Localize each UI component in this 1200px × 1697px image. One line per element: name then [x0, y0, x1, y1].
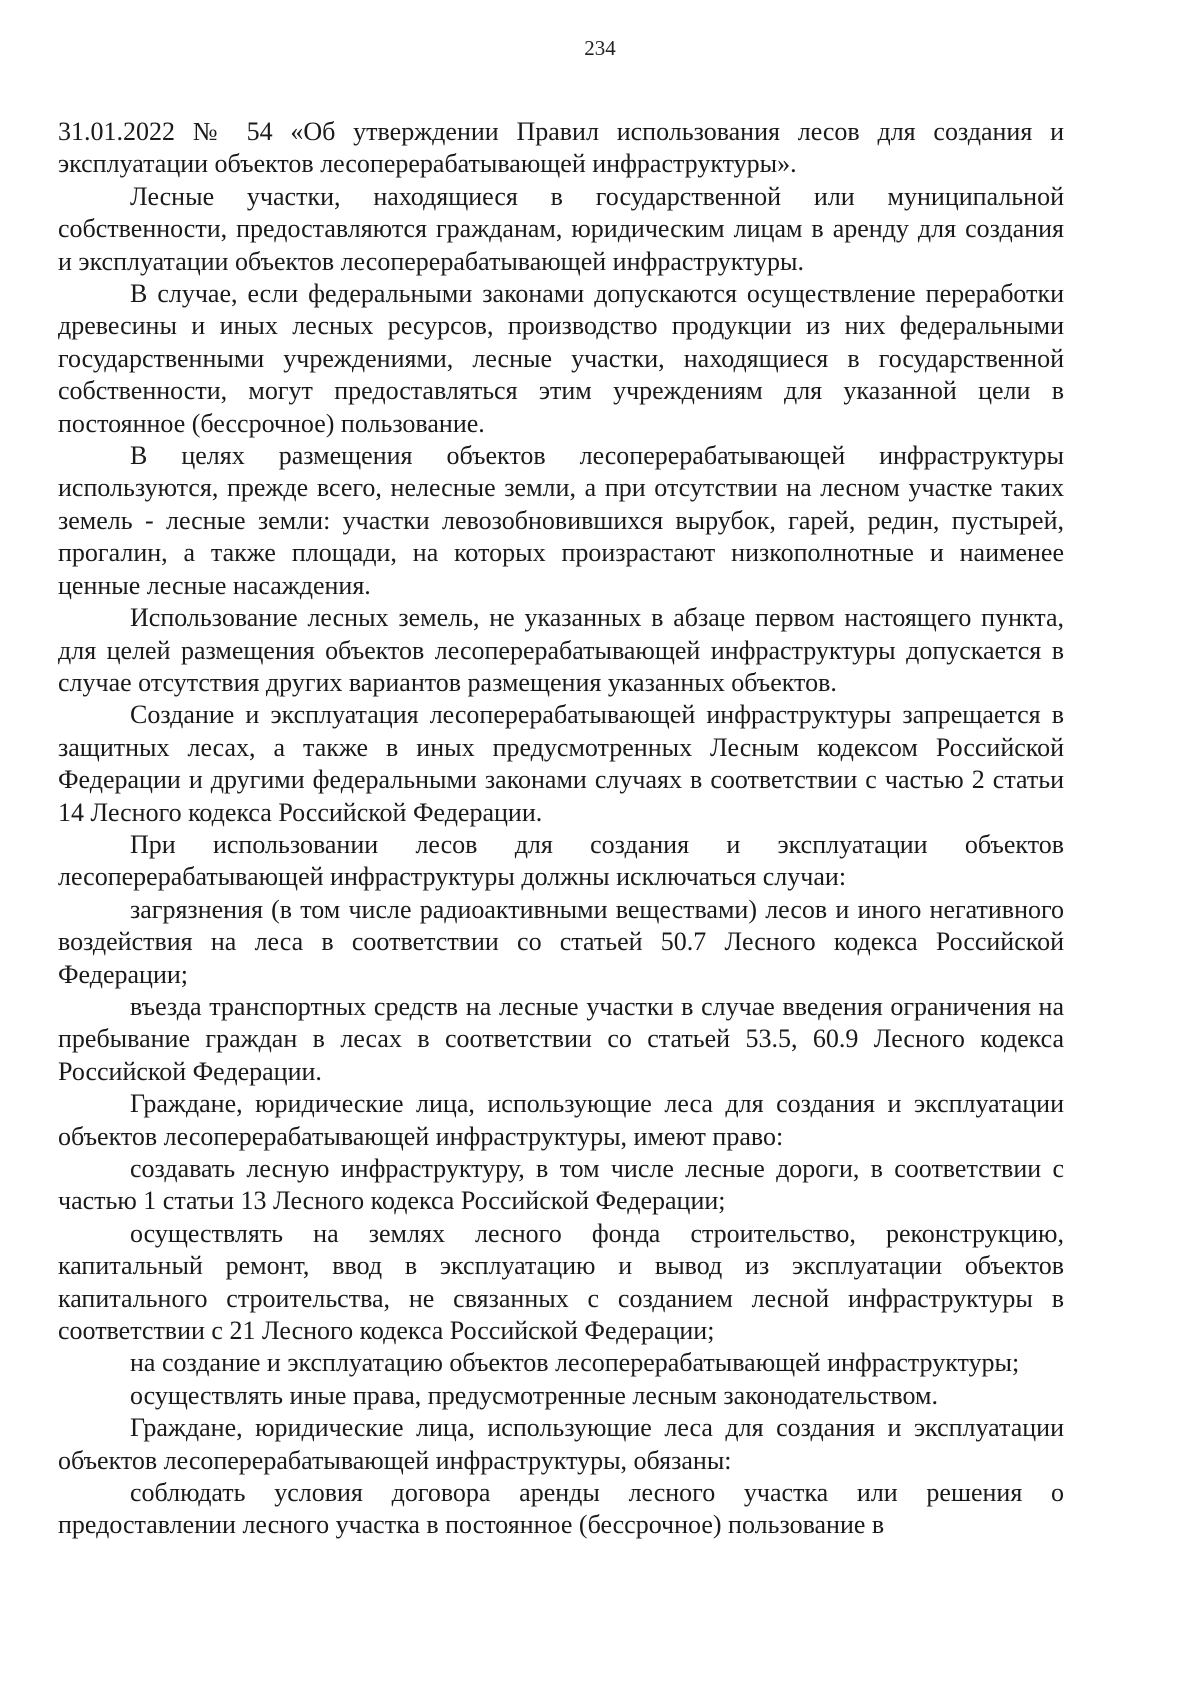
list-item-right-infrastructure: создавать лесную инфраструктуру, в том числе лесные дороги, в соответствии с частью 1 статьи 13 Лесного кодекса Российской Федерации; — [58, 1154, 1064, 1216]
list-item-right-construction: осуществлять на землях лесного фонда строительство, реконструкцию, капитальный ремонт, ввод в эксплуатацию и вывод из эксплуатации объектов капитального строительства, не связанных с созданием лесной инфраструктуры в соответствии с 21 Лесного кодекса Российской Федерации; — [58, 1218, 1064, 1346]
list-item-right-creation: на создание и эксплуатацию объектов лесоперерабатывающей инфраструктуры; — [130, 1348, 1020, 1378]
paragraph-continuation: 31.01.2022 № 54 «Об утверждении Правил использования лесов для создания и эксплуатации объектов лесоперерабатывающей инфраструктуры». — [58, 117, 1064, 179]
list-item-obligation-contract: соблюдать условия договора аренды лесного участка или решения о предоставлении лесного участка в постоянное (бессрочное) пользование в — [58, 1478, 1064, 1540]
paragraph-forest-lands-use: Использование лесных земель, не указанных в абзаце первом настоящего пункта, для целей размещения объектов лесоперерабатывающей инфраструктуры допускается в случае отсутствия других вариантов размещения указанных объектов. — [58, 603, 1064, 697]
list-item-vehicle-entry: въезда транспортных средств на лесные участки в случае введения ограничения на пребывание граждан в лесах в соответствии со статьей 53.5, 60.9 Лесного кодекса Российской Федерации. — [58, 991, 1064, 1086]
paragraph-federal-institutions: В случае, если федеральными законами допускаются осуществление переработки древесины и иных лесных ресурсов, производство продукции из них федеральными государственными учреждениями, лесные участки, находящиеся в государственной собственности, могут предоставляться этим учреждениям для указанной цели в постоянное (бессрочное) пользование. — [58, 279, 1064, 438]
paragraph-excluded-cases: При использовании лесов для создания и эксплуатации объектов лесоперерабатывающей инфраструктуры должны исключаться случаи: — [58, 829, 1064, 892]
paragraph-prohibition: Создание и эксплуатация лесоперерабатывающей инфраструктуры запрещается в защитных лесах, а также в иных предусмотренных Лесным кодексом Российской Федерации и другими федеральными законами случаях в соответствии с частью 2 статьи 14 Лесного кодекса Российской Федерации. — [58, 700, 1064, 827]
paragraph-lease-provision: Лесные участки, находящиеся в государственной или муниципальной собственности, предоставляются гражданам, юридическим лицам в аренду для создания и эксплуатации объектов лесоперерабатывающей инфраструктуры. — [58, 181, 1064, 276]
paragraph-rights-heading: Граждане, юридические лица, использующие леса для создания и эксплуатации объектов лесоперерабатывающей инфраструктуры, имеют право: — [58, 1089, 1064, 1151]
paragraph-placement-lands: В целях размещения объектов лесоперерабатывающей инфраструктуры используются, прежде всего, нелесные земли, а при отсутствии на лесном участке таких земель - лесные земли: участки левозобновившихся вырубок, гарей, редин, пустырей, прогалин, а также площади, на которых произрастают низкополнотные и наименее ценные лесные насаждения. — [58, 441, 1064, 600]
document-body — [58, 116, 1064, 1542]
page-number: 234 — [584, 36, 616, 60]
paragraph-obligations-heading: Граждане, юридические лица, использующие леса для создания и эксплуатации объектов лесоперерабатывающей инфраструктуры, обязаны: — [58, 1413, 1064, 1475]
list-item-pollution: загрязнения (в том числе радиоактивными веществами) лесов и иного негативного воздействия на леса в соответствии со статьей 50.7 Лесного кодекса Российской Федерации; — [58, 894, 1064, 989]
list-item-right-other: осуществлять иные права, предусмотренные лесным законодательством. — [130, 1380, 938, 1410]
